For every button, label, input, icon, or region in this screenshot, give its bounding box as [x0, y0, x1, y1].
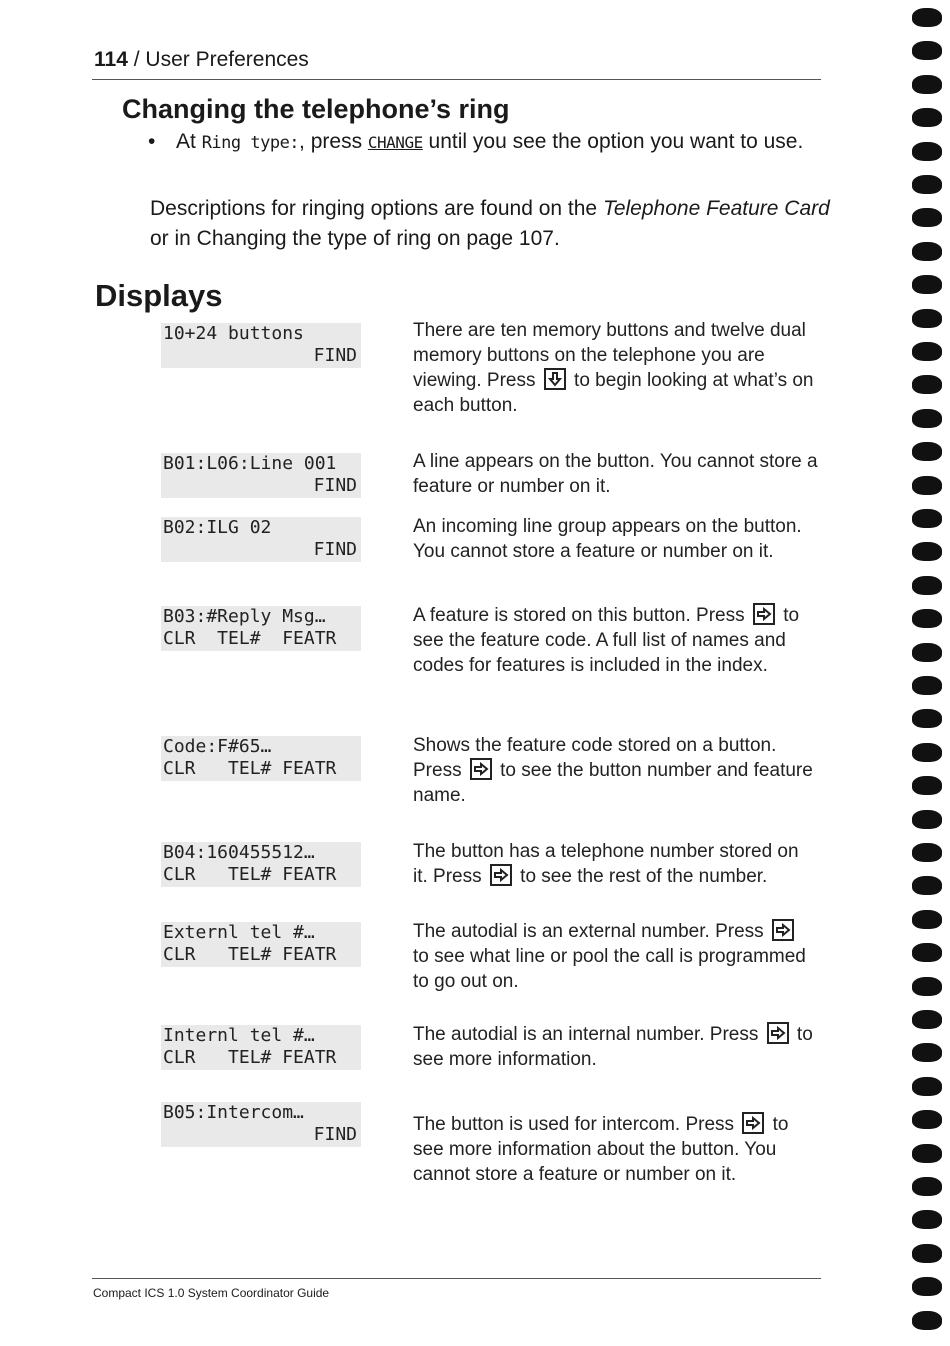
lcd-display: [161, 606, 361, 651]
lcd-line-2: CLR TEL# FEATR: [163, 1047, 337, 1068]
description-text: to see more information about the button. You cannot store a feature or number on it.: [413, 1114, 789, 1185]
display-description: [413, 1022, 818, 1072]
binder-hole: [912, 743, 942, 762]
binder-hole: [912, 1043, 942, 1062]
binder-hole: [912, 876, 942, 895]
description-text: to begin looking at what’s on each button.: [413, 370, 814, 416]
display-description: [413, 733, 818, 808]
header-title: / User Preferences: [133, 48, 309, 71]
display-description: [413, 449, 818, 499]
binder-hole: [912, 1244, 942, 1263]
display-description: [413, 1112, 818, 1187]
lcd-display: [161, 736, 361, 781]
binder-hole: [912, 977, 942, 996]
binder-hole: [912, 275, 942, 294]
change-softkey-label: CHANGE: [367, 133, 423, 152]
right-arrow-key-icon: [767, 1022, 789, 1044]
binder-hole: [912, 943, 942, 962]
display-description: [413, 603, 818, 678]
binder-hole: [912, 609, 942, 628]
lcd-display: [161, 1025, 361, 1070]
binder-hole: [912, 108, 942, 127]
binder-hole: [912, 175, 942, 194]
lcd-line-2: CLR TEL# FEATR: [163, 864, 337, 885]
right-arrow-key-icon: [490, 864, 512, 886]
lcd-line-1: B05:Intercom…: [163, 1102, 304, 1123]
displays-heading: Displays: [95, 278, 223, 313]
description-text: An incoming line group appears on the button. You cannot store a feature or number on it.: [413, 516, 802, 562]
right-arrow-key-icon: [470, 758, 492, 780]
section-heading: Changing the telephone’s ring: [122, 94, 510, 124]
binder-hole: [912, 1010, 942, 1029]
right-arrow-key-icon: [742, 1112, 764, 1134]
description-text: to see the button number and feature name.: [413, 760, 813, 806]
lcd-line-2: FIND: [313, 475, 357, 496]
binder-hole: [912, 442, 942, 461]
description-text: to see more information.: [413, 1024, 813, 1070]
right-arrow-key-icon: [772, 919, 794, 941]
lcd-line-1: Code:F#65…: [163, 736, 272, 757]
lcd-line-2: CLR TEL# FEATR: [163, 628, 337, 649]
bullet-dot: •: [148, 130, 156, 153]
description-text: to see what line or pool the call is programmed to go out on.: [413, 946, 806, 992]
lcd-line-2: CLR TEL# FEATR: [163, 944, 337, 965]
bullet-text: At Ring type:, press CHANGE until you see the option you want to use.: [176, 130, 804, 153]
binder-holes: [910, 0, 950, 1346]
binder-hole: [912, 542, 942, 561]
running-header: [94, 48, 309, 72]
lcd-line-2: CLR TEL# FEATR: [163, 758, 337, 779]
lcd-display: [161, 922, 361, 967]
lcd-line-1: B02:ILG 02: [163, 517, 272, 538]
lcd-display: [161, 323, 361, 368]
binder-hole: [912, 342, 942, 361]
binder-hole: [912, 843, 942, 862]
description-text: There are ten memory buttons and twelve dual memory buttons on the telephone you are viewing. Press: [413, 320, 806, 391]
display-description: [413, 514, 818, 564]
header-rule: [92, 79, 821, 80]
binder-hole: [912, 1210, 942, 1229]
binder-hole: [912, 776, 942, 795]
lcd-line-1: B01:L06:Line 001: [163, 453, 337, 474]
lcd-display: [161, 517, 361, 562]
binder-hole: [912, 1277, 942, 1296]
lcd-line-2: FIND: [313, 1124, 357, 1145]
ring-type-prompt: Ring type:: [201, 133, 300, 153]
binder-hole: [912, 409, 942, 428]
description-text: A line appears on the button. You cannot store a feature or number on it.: [413, 451, 818, 497]
lcd-line-1: 10+24 buttons: [163, 323, 304, 344]
binder-hole: [912, 509, 942, 528]
lcd-display: [161, 1102, 361, 1147]
binder-hole: [912, 309, 942, 328]
lcd-line-1: B04:160455512…: [163, 842, 315, 863]
description-text: to see the rest of the number.: [514, 866, 768, 887]
description-text: Shows the feature code stored on a button. Press: [413, 735, 777, 781]
display-description: [413, 839, 818, 889]
right-arrow-key-icon: [753, 603, 775, 625]
binder-hole: [912, 41, 942, 60]
binder-hole: [912, 709, 942, 728]
binder-hole: [912, 643, 942, 662]
display-description: [413, 318, 818, 418]
page-number: 114: [94, 48, 128, 71]
binder-hole: [912, 75, 942, 94]
down-arrow-key-icon: [544, 368, 566, 390]
lcd-line-2: FIND: [313, 539, 357, 560]
binder-hole: [912, 676, 942, 695]
binder-hole: [912, 476, 942, 495]
lcd-line-2: FIND: [313, 345, 357, 366]
footer-rule: [92, 1278, 821, 1279]
lcd-line-1: Internl tel #…: [163, 1025, 315, 1046]
description-text: to see the feature code. A full list of names and codes for features is included in the index.: [413, 605, 800, 676]
binder-hole: [912, 810, 942, 829]
lcd-line-1: Externl tel #…: [163, 922, 315, 943]
footer-text: Compact ICS 1.0 System Coordinator Guide: [93, 1286, 330, 1300]
description-text: The button has a telephone number stored on it. Press: [413, 841, 799, 887]
binder-hole: [912, 142, 942, 161]
binder-hole: [912, 1311, 942, 1330]
binder-hole: [912, 1077, 942, 1096]
binder-hole: [912, 8, 942, 27]
binder-hole: [912, 1177, 942, 1196]
description-text: The autodial is an internal number. Press: [413, 1024, 764, 1045]
lcd-display: [161, 842, 361, 887]
binder-hole: [912, 375, 942, 394]
description-paragraph: Descriptions for ringing options are found on the Telephone Feature Card or in Changing the type of ring on page 107.: [150, 197, 830, 250]
feature-card-reference: Telephone Feature Card: [602, 197, 830, 220]
binder-hole: [912, 576, 942, 595]
binder-hole: [912, 1144, 942, 1163]
description-text: A feature is stored on this button. Press: [413, 605, 750, 626]
description-text: The button is used for intercom. Press: [413, 1114, 740, 1135]
display-description: [413, 919, 818, 994]
lcd-line-1: B03:#Reply Msg…: [163, 606, 326, 627]
binder-hole: [912, 242, 942, 261]
description-text: The autodial is an external number. Press: [413, 921, 769, 942]
binder-hole: [912, 1110, 942, 1129]
lcd-display: [161, 453, 361, 498]
binder-hole: [912, 208, 942, 227]
binder-hole: [912, 910, 942, 929]
